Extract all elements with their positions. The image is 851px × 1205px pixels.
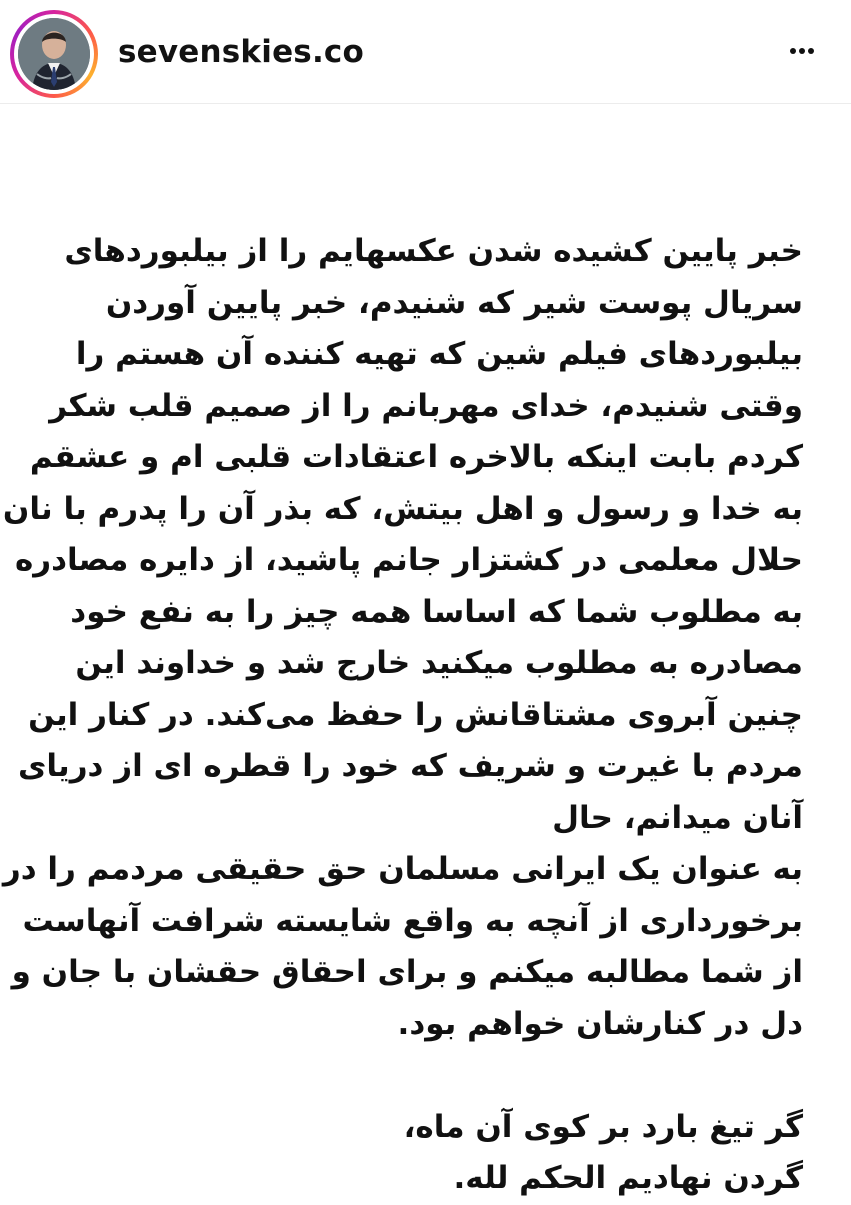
caption-line: خبر پایین کشیده شدن عکسهایم را از بیلبوردهای <box>64 233 803 269</box>
more-options-icon <box>790 48 796 54</box>
caption-line: وقتی شنیدم، خدای مهربانم را از صمیم قلب شکر <box>49 387 803 424</box>
caption-line: از شما مطالبه میکنم و برای احقاق حقشان با جان و <box>11 954 803 990</box>
more-options-icon <box>799 48 805 54</box>
caption-line: حلال معلمی در کشتزار جانم پاشید، از دایره مصادره <box>14 542 803 578</box>
caption-line: به عنوان یک ایرانی مسلمان حق حقیقی مردمم را در <box>2 851 803 887</box>
caption-line: بیلبوردهای فیلم شین که تهیه کننده آن هستم را <box>75 336 803 372</box>
avatar-story-ring[interactable] <box>10 10 98 98</box>
poem-line: گر تیغ بارد بر کوی آن ماه، <box>403 1108 803 1145</box>
more-options-button[interactable] <box>785 34 819 68</box>
caption-line: سریال پوست شیر که شنیدم، خبر پایین آوردن <box>105 284 803 321</box>
caption-line: چنین آبروی مشتاقانش را حفظ می‌کند. در کنار این <box>28 696 803 733</box>
poem-line: گردن نهادیم الحکم لله. <box>453 1160 803 1196</box>
post-caption <box>2 226 803 1205</box>
caption-line: مردم با غیرت و شریف که خود را قطره ای از دریای <box>18 748 803 784</box>
caption-line: به مطلوب شما که اساسا همه چیز را به نفع خود <box>70 593 803 630</box>
username[interactable]: sevenskies.co <box>118 34 364 70</box>
post-header <box>0 0 851 104</box>
caption-line: به خدا و رسول و اهل بیتش، که بذر آن را پدرم با نان <box>2 490 803 527</box>
post-image <box>0 104 851 1200</box>
caption-line: دل در کنارشان خواهم بود. <box>397 1005 803 1042</box>
caption-line: مصادره به مطلوب میکنید خارج شد و خداوند این <box>75 645 803 681</box>
caption-line: برخورداری از آنچه به واقع شایسته شرافت آنهاست <box>22 902 803 939</box>
avatar-frame <box>14 14 94 94</box>
profile-photo <box>18 18 90 90</box>
caption-line: کردم بابت اینکه بالاخره اعتقادات قلبی ام و عشقم <box>29 439 803 475</box>
avatar[interactable] <box>18 18 90 90</box>
caption-line: آنان میدانم، حال <box>552 799 803 836</box>
blank-line <box>63 1050 803 1102</box>
more-options-icon <box>808 48 814 54</box>
